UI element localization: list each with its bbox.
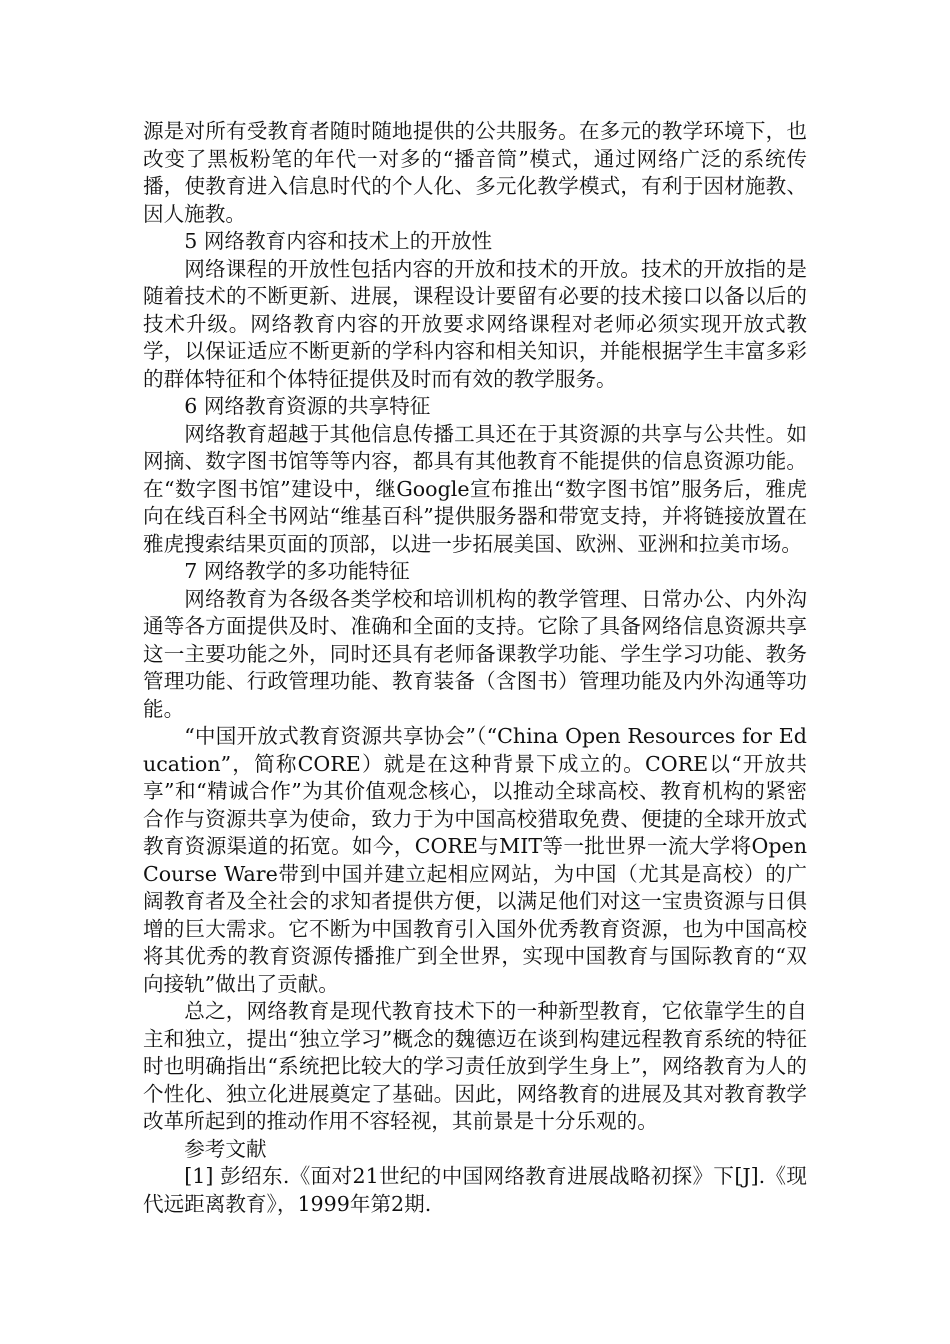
- references-heading: 参考文献: [184, 1136, 267, 1161]
- section-heading-7: 7 网络教学的多功能特征: [184, 559, 410, 583]
- paragraph-multifunction: 网络教育为各级各类学校和培训机构的教学管理、日常办公、内外沟通等各方面提供及时、准确和全面的支持。它除了具备网络信息资源共享这一主要功能之外，同时还具有老师备课教学功能、学生学习功能、教务管理功能、行政管理功能、教育装备（含图书）管理功能及内外沟通等功能。: [143, 586, 807, 721]
- paragraph-core-association: “中国开放式教育资源共享协会”（“China Open Resources for Education”，简称CORE）就是在这种背景下成立的。CORE以“开放共享”和“精诚合作”为其价值观念核心，以推动全球高校、教育机构的紧密合作与资源共享为使命，致力于为中国高校猎取免费、便捷的全球开放式教育资源渠道的拓宽。如今，CORE与MIT等一批世界一流大学将Open Course Ware带到中国并建立起相应网站，为中国（尤其是高校）的广阔教育者及全社会的求知者提供方便，以满足他们对这一宝贵资源与日俱增的巨大需求。它不断为中国教育引入国外优秀教育资源，也为中国高校将其优秀的教育资源传播推广到全世界，实现中国教育与国际教育的“双向接轨”做出了贡献。: [143, 724, 807, 996]
- paragraph-intro-continuation: 源是对所有受教育者随时随地提供的公共服务。在多元的教学环境下，也改变了黑板粉笔的年代一对多的“播音筒”模式，通过网络广泛的系统传播，使教育进入信息时代的个人化、多元化教学模式，有利于因材施教、因人施教。: [143, 119, 807, 226]
- section-heading-5: 5 网络教育内容和技术上的开放性: [184, 229, 493, 253]
- paragraph-openness: 网络课程的开放性包括内容的开放和技术的开放。技术的开放指的是随着技术的不断更新、进展，课程设计要留有必要的技术接口以备以后的技术升级。网络教育内容的开放要求网络课程对老师必须实现开放式教学，以保证适应不断更新的学科内容和相关知识，并能根据学生丰富多彩的群体特征和个体特征提供及时而有效的教学服务。: [143, 256, 807, 391]
- paragraph-resource-sharing: 网络教育超越于其他信息传播工具还在于其资源的共享与公共性。如网摘、数字图书馆等等内容，都具有其他教育不能提供的信息资源功能。在“数字图书馆”建设中，继Google宣布推出“数字图书馆”服务后，雅虎向在线百科全书网站“维基百科”提供服务器和带宽支持，并将链接放置在雅虎搜索结果页面的顶部，以进一步拓展美国、欧洲、亚洲和拉美市场。: [143, 421, 807, 556]
- paragraph-conclusion: 总之，网络教育是现代教育技术下的一种新型教育，它依靠学生的自主和独立，提出“独立学习”概念的魏德迈在谈到构建远程教育系统的特征时也明确指出“系统把比较大的学习责任放到学生身上”，网络教育为人的个性化、独立化进展奠定了基础。因此，网络教育的进展及其对教育教学改革所起到的推动作用不容轻视，其前景是十分乐观的。: [143, 999, 807, 1133]
- section-heading-6: 6 网络教育资源的共享特征: [184, 394, 431, 418]
- document-body: [143, 118, 807, 1218]
- reference-item-1: [1] 彭绍东.《面对21世纪的中国网络教育进展战略初探》下[J].《现代远距离教育》，1999年第2期.: [143, 1164, 807, 1216]
